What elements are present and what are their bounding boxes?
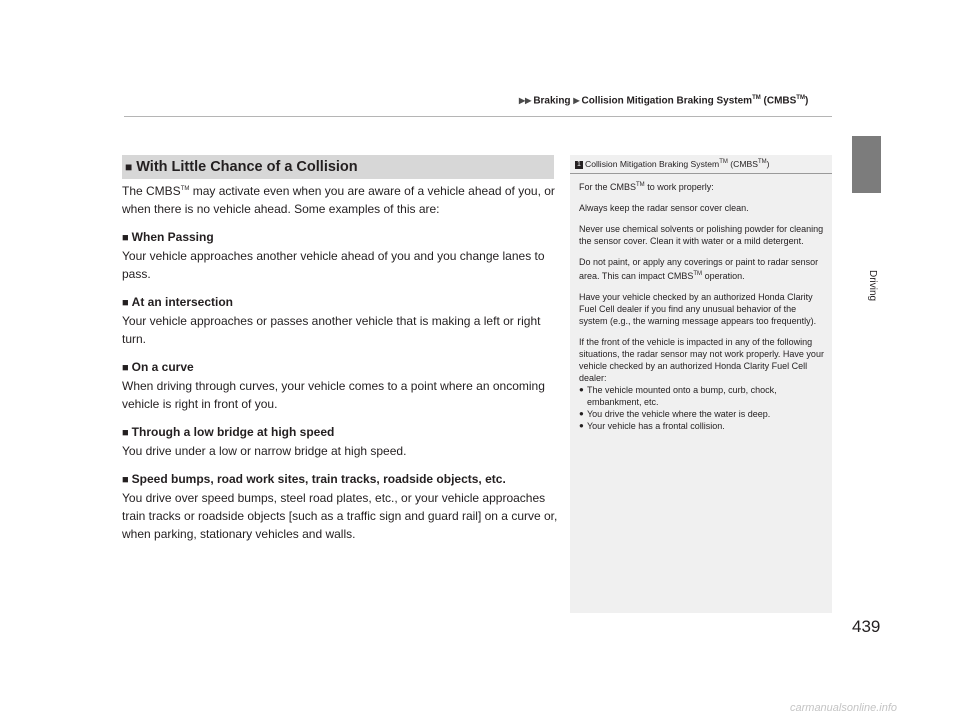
list-item: ● Your vehicle has a frontal collision. (579, 420, 824, 432)
paragraph: When driving through curves, your vehicle comes to a point where an oncoming vehicle is right in front of you. (122, 379, 545, 411)
breadcrumb-suffix: (CMBS (760, 95, 797, 107)
paragraph: You drive over speed bumps, steel road plates, etc., or your vehicle approaches train tracks or roadside objects [such as a traffic sign and guard rail] on a curve or, when parking, stationary vehicles and walls. (122, 491, 558, 541)
note-paragraph: Do not paint, or apply any coverings or paint to radar sensor area. This can impact CMBS™ operation. (579, 257, 819, 281)
note-bullet-list (579, 384, 824, 432)
list-item: ● You drive the vehicle where the water is deep. (579, 408, 824, 420)
breadcrumb-item-cmbs[interactable]: Collision Mitigation Braking System (581, 95, 753, 107)
paragraph: Your vehicle approaches another vehicle ahead of you and you change lanes to pass. (122, 249, 545, 281)
notes-header: 1 Collision Mitigation Braking System™ (CMBS™) (570, 155, 832, 174)
paragraph: Your vehicle approaches or passes another vehicle that is making a left or right turn. (122, 314, 541, 346)
subheading: ■ At an intersection (122, 295, 234, 309)
square-bullet-icon: ■ (125, 160, 133, 174)
reference-icon: 1 (575, 161, 583, 169)
subheading: ■ Speed bumps, road work sites, train tracks, roadside objects, etc. (122, 472, 506, 486)
subheading: ■ When Passing (122, 230, 214, 244)
note-paragraph: Never use chemical solvents or polishing powder for cleaning the sensor cover. Clean it with water or a mild detergent. (579, 224, 824, 246)
section-title: With Little Chance of a Collision (136, 159, 358, 175)
breadcrumb-item-braking[interactable]: Braking (533, 95, 571, 107)
section-header (122, 155, 554, 179)
breadcrumb-arrow-icon: ▶ (573, 96, 580, 106)
subheading: ■ On a curve (122, 360, 194, 374)
trademark: TM (180, 186, 190, 192)
note-paragraph: If the front of the vehicle is impacted in any of the following situations, the radar sensor may not work properly. Have your vehicle checked by an authorized Honda Clarity Fuel Cell dealer: (579, 337, 824, 383)
chapter-tab[interactable] (852, 136, 881, 193)
list-item: ● The vehicle mounted onto a bump, curb, chock, embankment, etc. (579, 384, 824, 408)
square-bullet-icon: ■ (122, 474, 129, 486)
header-divider (124, 116, 832, 117)
trademark: TM (796, 95, 805, 101)
square-bullet-icon: ■ (122, 232, 129, 244)
breadcrumb-arrow-icon: ▶▶ (519, 96, 532, 106)
trademark: TM (752, 95, 761, 101)
note-paragraph: Have your vehicle checked by an authorized Honda Clarity Fuel Cell dealer if you find any unusual behavior of the system (e.g., the warning message appears too frequently). (579, 292, 817, 326)
paragraph: You drive under a low or narrow bridge at high speed. (122, 444, 407, 458)
watermark: carmanualsonline.info (790, 702, 898, 714)
square-bullet-icon: ■ (122, 362, 129, 374)
square-bullet-icon: ■ (122, 297, 129, 309)
subheading: ■ Through a low bridge at high speed (122, 425, 335, 439)
notes-content (570, 174, 832, 432)
chapter-label: Driving (867, 270, 878, 302)
breadcrumb-suffix-close: ) (804, 95, 809, 107)
note-paragraph: Always keep the radar sensor cover clean. (579, 203, 749, 213)
breadcrumb (519, 95, 808, 106)
square-bullet-icon: ■ (122, 427, 129, 439)
notes-sidebar (570, 155, 832, 613)
intro-paragraph: The CMBS™ may activate even when you are aware of a vehicle ahead of you, or when there is no vehicle ahead. Some examples of this are: (122, 184, 555, 216)
page-number: 439 (852, 617, 881, 636)
note-paragraph: For the CMBS™ to work properly: (579, 182, 714, 192)
main-content (122, 180, 558, 553)
